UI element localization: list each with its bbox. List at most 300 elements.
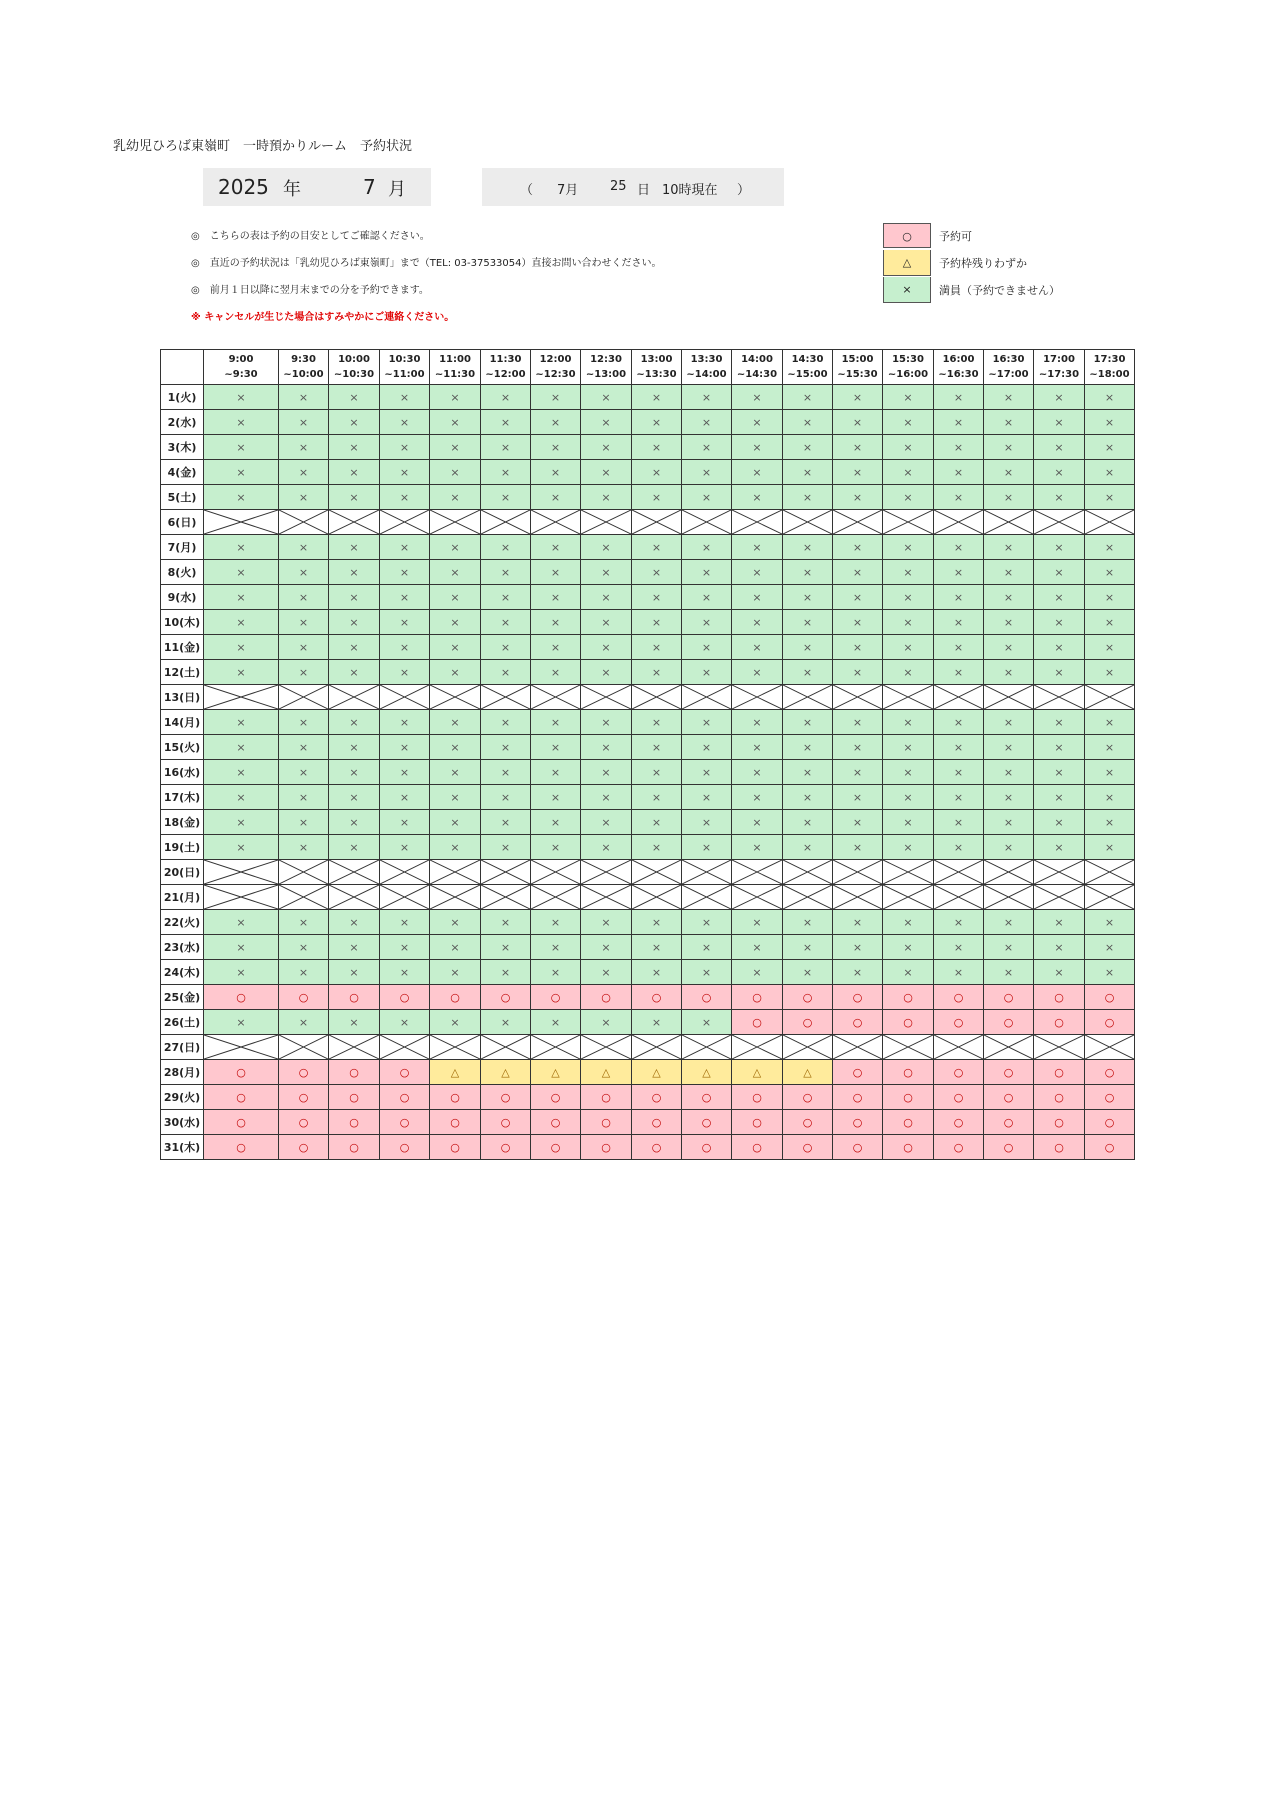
slot-cell-full: × bbox=[833, 810, 883, 835]
slot-cell-full: × bbox=[682, 1010, 732, 1035]
closed-cell bbox=[204, 1035, 279, 1060]
time-slot-header bbox=[204, 350, 279, 385]
slot-cell-full: × bbox=[581, 435, 632, 460]
slot-cell-full: × bbox=[934, 585, 984, 610]
closed-cross-icon bbox=[934, 885, 983, 909]
slot-cell-ok: ○ bbox=[481, 1085, 531, 1110]
slot-cell-few: △ bbox=[783, 1060, 833, 1085]
closed-cell bbox=[984, 1035, 1034, 1060]
closed-cross-icon bbox=[732, 685, 782, 709]
slot-cell-full: × bbox=[682, 635, 732, 660]
closed-cell bbox=[581, 685, 632, 710]
slot-cell-full: × bbox=[883, 835, 934, 860]
slot-cell-full: × bbox=[204, 835, 279, 860]
slot-cell-full: × bbox=[279, 785, 329, 810]
closed-cross-icon bbox=[581, 860, 631, 884]
day-label: 9(水) bbox=[161, 585, 204, 610]
closed-cross-icon bbox=[531, 1035, 580, 1059]
slot-cell-full: × bbox=[783, 585, 833, 610]
slot-cell-full: × bbox=[632, 935, 682, 960]
closed-cross-icon bbox=[1034, 685, 1084, 709]
slot-cell-full: × bbox=[984, 910, 1034, 935]
slot-cell-full: × bbox=[279, 835, 329, 860]
slot-start: 15:30 bbox=[892, 354, 924, 365]
slot-cell-full: × bbox=[632, 635, 682, 660]
slot-cell-full: × bbox=[380, 735, 430, 760]
closed-cell bbox=[732, 885, 783, 910]
closed-cell bbox=[732, 860, 783, 885]
slot-start: 15:00 bbox=[841, 354, 874, 365]
slot-end: ~13:30 bbox=[636, 369, 677, 380]
slot-cell-few: △ bbox=[430, 1060, 481, 1085]
legend-symbol: × bbox=[883, 277, 931, 303]
slot-cell-full: × bbox=[883, 460, 934, 485]
slot-cell-full: × bbox=[732, 610, 783, 635]
slot-cell-full: × bbox=[1085, 810, 1135, 835]
slot-cell-full: × bbox=[1085, 935, 1135, 960]
slot-cell-full: × bbox=[783, 435, 833, 460]
slot-start: 12:00 bbox=[539, 354, 572, 365]
closed-cross-icon bbox=[682, 1035, 731, 1059]
slot-cell-full: × bbox=[329, 560, 380, 585]
closed-cross-icon bbox=[883, 1035, 933, 1059]
slot-cell-full: × bbox=[833, 485, 883, 510]
slot-cell-full: × bbox=[883, 785, 934, 810]
slot-cell-full: × bbox=[783, 710, 833, 735]
slot-cell-full: × bbox=[1085, 560, 1135, 585]
note-item: ◎ 直近の予約状況は「乳幼児ひろば東嶺町」まで（TEL: 03-37533054）直接お問い合わせください。 bbox=[191, 258, 662, 269]
slot-end: ~10:00 bbox=[283, 369, 324, 380]
slot-cell-full: × bbox=[833, 735, 883, 760]
slot-cell-full: × bbox=[380, 960, 430, 985]
slot-cell-full: × bbox=[329, 910, 380, 935]
slot-cell-full: × bbox=[581, 760, 632, 785]
slot-cell-full: × bbox=[934, 735, 984, 760]
closed-cell bbox=[883, 860, 934, 885]
closed-cross-icon bbox=[833, 685, 882, 709]
slot-cell-full: × bbox=[732, 535, 783, 560]
slot-cell-full: × bbox=[833, 460, 883, 485]
slot-cell-full: × bbox=[380, 385, 430, 410]
closed-cross-icon bbox=[329, 510, 379, 534]
slot-cell-full: × bbox=[1034, 460, 1085, 485]
slot-cell-full: × bbox=[1085, 910, 1135, 935]
closed-cell bbox=[531, 510, 581, 535]
slot-cell-ok: ○ bbox=[279, 1135, 329, 1160]
day-label: 20(日) bbox=[161, 860, 204, 885]
closed-cross-icon bbox=[481, 685, 530, 709]
slot-cell-full: × bbox=[279, 1010, 329, 1035]
day-label: 15(火) bbox=[161, 735, 204, 760]
closed-cell bbox=[329, 885, 380, 910]
slot-cell-ok: ○ bbox=[732, 1135, 783, 1160]
table-row bbox=[161, 510, 1135, 535]
slot-cell-ok: ○ bbox=[682, 1110, 732, 1135]
closed-cross-icon bbox=[204, 685, 278, 709]
slot-cell-full: × bbox=[380, 435, 430, 460]
slot-cell-ok: ○ bbox=[682, 1085, 732, 1110]
slot-cell-full: × bbox=[984, 760, 1034, 785]
slot-cell-full: × bbox=[481, 735, 531, 760]
closed-cross-icon bbox=[1085, 1035, 1134, 1059]
slot-cell-full: × bbox=[531, 710, 581, 735]
closed-cell bbox=[1085, 885, 1135, 910]
slot-cell-full: × bbox=[531, 835, 581, 860]
slot-cell-ok: ○ bbox=[1034, 1135, 1085, 1160]
closed-cell bbox=[1034, 510, 1085, 535]
slot-cell-full: × bbox=[204, 960, 279, 985]
closed-cell bbox=[581, 885, 632, 910]
time-slot-header bbox=[682, 350, 732, 385]
slot-cell-full: × bbox=[481, 460, 531, 485]
slot-cell-ok: ○ bbox=[934, 1060, 984, 1085]
slot-cell-ok: ○ bbox=[934, 985, 984, 1010]
slot-cell-full: × bbox=[732, 485, 783, 510]
closed-cell bbox=[682, 860, 732, 885]
slot-cell-full: × bbox=[984, 485, 1034, 510]
table-row bbox=[161, 410, 1135, 435]
closed-cross-icon bbox=[204, 885, 278, 909]
slot-cell-full: × bbox=[632, 610, 682, 635]
slot-cell-full: × bbox=[783, 535, 833, 560]
slot-end: ~17:00 bbox=[988, 369, 1029, 380]
slot-cell-full: × bbox=[581, 960, 632, 985]
slot-cell-full: × bbox=[934, 710, 984, 735]
closed-cell bbox=[430, 860, 481, 885]
slot-cell-full: × bbox=[632, 460, 682, 485]
slot-cell-full: × bbox=[732, 935, 783, 960]
slot-cell-full: × bbox=[833, 560, 883, 585]
closed-cross-icon bbox=[329, 885, 379, 909]
slot-cell-full: × bbox=[1085, 835, 1135, 860]
slot-cell-full: × bbox=[329, 785, 380, 810]
slot-cell-full: × bbox=[632, 785, 682, 810]
closed-cross-icon bbox=[581, 885, 631, 909]
closed-cross-icon bbox=[329, 860, 379, 884]
closed-cell bbox=[833, 510, 883, 535]
slot-cell-ok: ○ bbox=[204, 1060, 279, 1085]
slot-cell-full: × bbox=[1085, 785, 1135, 810]
slot-cell-full: × bbox=[430, 935, 481, 960]
slot-cell-full: × bbox=[883, 660, 934, 685]
slot-cell-full: × bbox=[329, 435, 380, 460]
closed-cross-icon bbox=[481, 860, 530, 884]
closed-cell bbox=[833, 685, 883, 710]
slot-cell-ok: ○ bbox=[481, 1110, 531, 1135]
slot-cell-full: × bbox=[934, 410, 984, 435]
slot-cell-full: × bbox=[883, 560, 934, 585]
slot-end: ~15:30 bbox=[837, 369, 878, 380]
slot-cell-full: × bbox=[481, 785, 531, 810]
table-row bbox=[161, 385, 1135, 410]
table-row bbox=[161, 1060, 1135, 1085]
closed-cross-icon bbox=[481, 885, 530, 909]
slot-cell-ok: ○ bbox=[380, 985, 430, 1010]
slot-cell-ok: ○ bbox=[1085, 1085, 1135, 1110]
slot-end: ~10:30 bbox=[333, 369, 375, 380]
closed-cell bbox=[430, 510, 481, 535]
slot-cell-full: × bbox=[279, 935, 329, 960]
slot-start: 10:00 bbox=[338, 354, 370, 365]
closed-cell bbox=[783, 685, 833, 710]
closed-cross-icon bbox=[279, 510, 328, 534]
slot-cell-full: × bbox=[204, 735, 279, 760]
slot-cell-full: × bbox=[682, 535, 732, 560]
closed-cell bbox=[380, 510, 430, 535]
slot-cell-full: × bbox=[732, 635, 783, 660]
slot-cell-full: × bbox=[833, 535, 883, 560]
closed-cell bbox=[531, 860, 581, 885]
slot-cell-full: × bbox=[1034, 710, 1085, 735]
slot-cell-full: × bbox=[531, 960, 581, 985]
day-label: 10(木) bbox=[161, 610, 204, 635]
table-row bbox=[161, 985, 1135, 1010]
slot-cell-full: × bbox=[783, 760, 833, 785]
slot-cell-full: × bbox=[481, 410, 531, 435]
slot-cell-full: × bbox=[1085, 485, 1135, 510]
closed-cell bbox=[883, 510, 934, 535]
legend-label: 満員（予約できません） bbox=[939, 283, 1060, 297]
slot-cell-full: × bbox=[279, 485, 329, 510]
closed-cross-icon bbox=[732, 1035, 782, 1059]
slot-cell-full: × bbox=[1085, 960, 1135, 985]
closed-cell bbox=[279, 885, 329, 910]
closed-cross-icon bbox=[430, 510, 480, 534]
closed-cross-icon bbox=[632, 510, 681, 534]
closed-cross-icon bbox=[430, 1035, 480, 1059]
slot-cell-full: × bbox=[430, 485, 481, 510]
slot-cell-full: × bbox=[1085, 610, 1135, 635]
closed-cell bbox=[481, 510, 531, 535]
slot-cell-few: △ bbox=[732, 1060, 783, 1085]
slot-cell-full: × bbox=[581, 735, 632, 760]
slot-cell-full: × bbox=[481, 835, 531, 860]
closed-cross-icon bbox=[783, 685, 832, 709]
legend-symbol: ○ bbox=[883, 223, 931, 248]
table-row bbox=[161, 635, 1135, 660]
slot-cell-ok: ○ bbox=[883, 1010, 934, 1035]
slot-cell-full: × bbox=[430, 760, 481, 785]
table-row bbox=[161, 560, 1135, 585]
closed-cross-icon bbox=[984, 685, 1033, 709]
slot-cell-ok: ○ bbox=[329, 985, 380, 1010]
slot-cell-full: × bbox=[380, 635, 430, 660]
slot-cell-full: × bbox=[984, 635, 1034, 660]
slot-cell-full: × bbox=[984, 935, 1034, 960]
slot-cell-full: × bbox=[934, 660, 984, 685]
slot-cell-ok: ○ bbox=[380, 1085, 430, 1110]
month-unit: 月 bbox=[388, 179, 406, 200]
closed-cell bbox=[1085, 860, 1135, 885]
slot-cell-full: × bbox=[783, 560, 833, 585]
slot-cell-full: × bbox=[481, 535, 531, 560]
slot-cell-ok: ○ bbox=[481, 1135, 531, 1160]
slot-cell-full: × bbox=[204, 535, 279, 560]
slot-cell-full: × bbox=[329, 735, 380, 760]
slot-cell-full: × bbox=[430, 635, 481, 660]
table-row bbox=[161, 1035, 1135, 1060]
closed-cell bbox=[329, 510, 380, 535]
slot-cell-full: × bbox=[984, 785, 1034, 810]
slot-cell-full: × bbox=[279, 385, 329, 410]
time-slot-header bbox=[934, 350, 984, 385]
slot-cell-full: × bbox=[934, 910, 984, 935]
slot-cell-full: × bbox=[934, 635, 984, 660]
slot-cell-full: × bbox=[783, 735, 833, 760]
slot-cell-full: × bbox=[732, 710, 783, 735]
slot-cell-full: × bbox=[279, 435, 329, 460]
slot-cell-full: × bbox=[833, 660, 883, 685]
slot-cell-full: × bbox=[481, 710, 531, 735]
slot-cell-full: × bbox=[1034, 635, 1085, 660]
year-month-box bbox=[203, 168, 431, 206]
slot-cell-full: × bbox=[934, 485, 984, 510]
table-row bbox=[161, 485, 1135, 510]
table-row bbox=[161, 910, 1135, 935]
slot-cell-full: × bbox=[581, 710, 632, 735]
slot-cell-full: × bbox=[279, 710, 329, 735]
day-label: 13(日) bbox=[161, 685, 204, 710]
table-row bbox=[161, 460, 1135, 485]
slot-cell-full: × bbox=[1034, 535, 1085, 560]
closed-cell bbox=[934, 1035, 984, 1060]
slot-cell-ok: ○ bbox=[380, 1110, 430, 1135]
slot-cell-full: × bbox=[1034, 660, 1085, 685]
table-row bbox=[161, 610, 1135, 635]
slot-end: ~18:00 bbox=[1089, 369, 1130, 380]
table-row bbox=[161, 660, 1135, 685]
reservation-table bbox=[160, 349, 1135, 1160]
slot-cell-full: × bbox=[430, 435, 481, 460]
slot-cell-full: × bbox=[1034, 935, 1085, 960]
slot-cell-ok: ○ bbox=[1085, 1060, 1135, 1085]
slot-cell-ok: ○ bbox=[783, 1085, 833, 1110]
slot-cell-full: × bbox=[380, 760, 430, 785]
slot-cell-ok: ○ bbox=[984, 1010, 1034, 1035]
slot-cell-full: × bbox=[632, 410, 682, 435]
closed-cross-icon bbox=[732, 510, 782, 534]
closed-cell bbox=[984, 510, 1034, 535]
slot-cell-full: × bbox=[783, 960, 833, 985]
slot-cell-ok: ○ bbox=[204, 1085, 279, 1110]
slot-cell-full: × bbox=[883, 960, 934, 985]
closed-cross-icon bbox=[581, 510, 631, 534]
slot-cell-full: × bbox=[1034, 560, 1085, 585]
slot-cell-full: × bbox=[632, 835, 682, 860]
day-label: 22(火) bbox=[161, 910, 204, 935]
time-slot-header bbox=[531, 350, 581, 385]
slot-cell-full: × bbox=[581, 910, 632, 935]
slot-cell-full: × bbox=[833, 935, 883, 960]
slot-cell-full: × bbox=[430, 910, 481, 935]
time-slot-header bbox=[581, 350, 632, 385]
slot-cell-full: × bbox=[934, 835, 984, 860]
closed-cell bbox=[204, 885, 279, 910]
slot-cell-ok: ○ bbox=[732, 1085, 783, 1110]
slot-cell-full: × bbox=[380, 560, 430, 585]
slot-cell-full: × bbox=[984, 435, 1034, 460]
table-row bbox=[161, 585, 1135, 610]
table-row bbox=[161, 1135, 1135, 1160]
slot-cell-full: × bbox=[883, 760, 934, 785]
slot-cell-ok: ○ bbox=[329, 1060, 380, 1085]
slot-cell-full: × bbox=[1034, 385, 1085, 410]
closed-cell bbox=[430, 1035, 481, 1060]
slot-cell-ok: ○ bbox=[934, 1085, 984, 1110]
slot-cell-ok: ○ bbox=[329, 1110, 380, 1135]
slot-cell-full: × bbox=[984, 460, 1034, 485]
slot-cell-full: × bbox=[279, 560, 329, 585]
slot-cell-ok: ○ bbox=[1085, 985, 1135, 1010]
slot-cell-full: × bbox=[380, 910, 430, 935]
closed-cross-icon bbox=[833, 860, 882, 884]
time-slot-header bbox=[732, 350, 783, 385]
day-label: 4(金) bbox=[161, 460, 204, 485]
slot-cell-full: × bbox=[481, 635, 531, 660]
as-of-month: 7月 bbox=[557, 183, 579, 198]
slot-cell-full: × bbox=[732, 385, 783, 410]
day-label: 31(木) bbox=[161, 1135, 204, 1160]
closed-cell bbox=[833, 1035, 883, 1060]
slot-cell-full: × bbox=[204, 760, 279, 785]
closed-cell bbox=[632, 860, 682, 885]
closed-cell bbox=[329, 1035, 380, 1060]
slot-cell-full: × bbox=[430, 385, 481, 410]
slot-cell-ok: ○ bbox=[204, 985, 279, 1010]
closed-cross-icon bbox=[329, 685, 379, 709]
slot-start: 17:00 bbox=[1043, 354, 1075, 365]
slot-cell-full: × bbox=[531, 535, 581, 560]
slot-cell-full: × bbox=[732, 410, 783, 435]
slot-cell-full: × bbox=[430, 535, 481, 560]
table-header-row bbox=[161, 350, 1135, 385]
slot-cell-ok: ○ bbox=[984, 1060, 1034, 1085]
closed-cross-icon bbox=[380, 885, 429, 909]
closed-cell bbox=[934, 860, 984, 885]
slot-cell-full: × bbox=[934, 535, 984, 560]
slot-cell-full: × bbox=[732, 810, 783, 835]
slot-cell-full: × bbox=[380, 710, 430, 735]
slot-cell-full: × bbox=[430, 460, 481, 485]
slot-cell-full: × bbox=[329, 535, 380, 560]
slot-cell-full: × bbox=[531, 585, 581, 610]
slot-cell-ok: ○ bbox=[204, 1135, 279, 1160]
slot-cell-full: × bbox=[984, 585, 1034, 610]
slot-cell-full: × bbox=[204, 935, 279, 960]
slot-cell-full: × bbox=[783, 410, 833, 435]
closed-cell bbox=[531, 1035, 581, 1060]
slot-cell-full: × bbox=[934, 460, 984, 485]
slot-end: ~12:00 bbox=[485, 369, 526, 380]
as-of-time: 10時現在 bbox=[662, 183, 718, 198]
day-label: 7(月) bbox=[161, 535, 204, 560]
slot-cell-full: × bbox=[581, 1010, 632, 1035]
closed-cell bbox=[279, 1035, 329, 1060]
slot-cell-few: △ bbox=[581, 1060, 632, 1085]
closed-cell bbox=[934, 885, 984, 910]
slot-cell-full: × bbox=[531, 435, 581, 460]
time-slot-header bbox=[783, 350, 833, 385]
closed-cell bbox=[783, 510, 833, 535]
slot-end: ~14:00 bbox=[686, 369, 727, 380]
legend-label: 予約可 bbox=[939, 229, 972, 243]
slot-cell-full: × bbox=[380, 935, 430, 960]
time-slot-header bbox=[1085, 350, 1135, 385]
slot-cell-full: × bbox=[279, 910, 329, 935]
slot-cell-full: × bbox=[732, 785, 783, 810]
closed-cell bbox=[531, 685, 581, 710]
slot-start: 14:00 bbox=[741, 354, 773, 365]
